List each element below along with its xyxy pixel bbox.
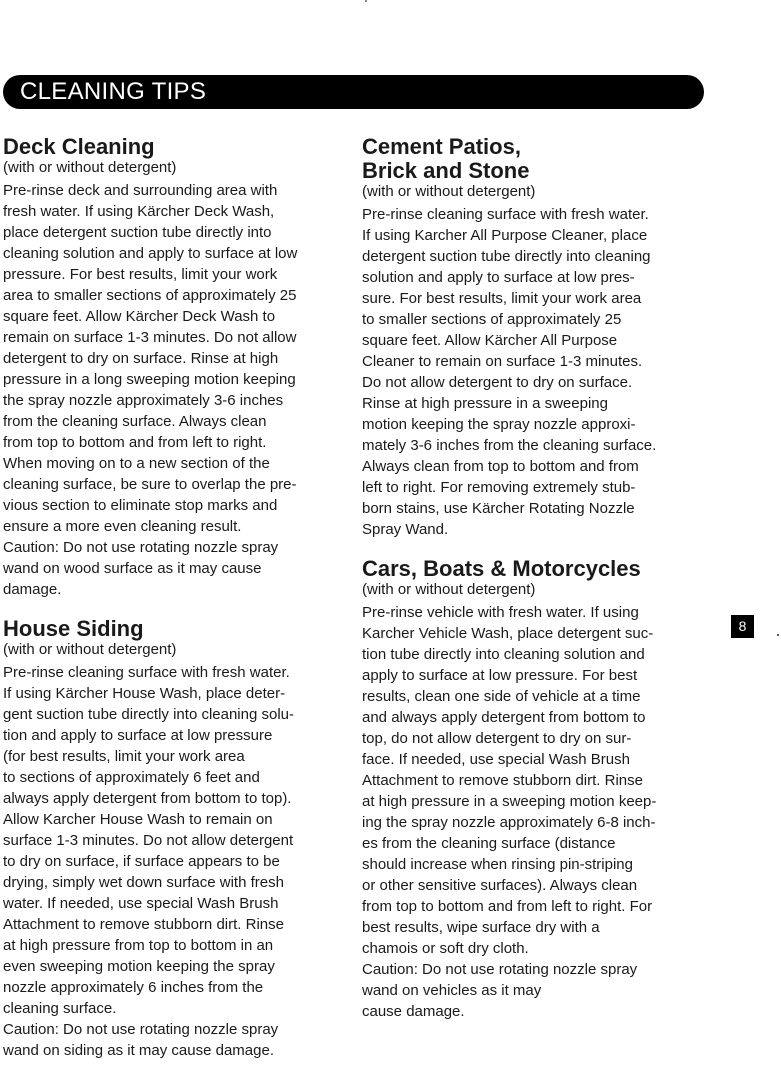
left-column	[3, 135, 335, 1078]
section-house-siding	[3, 617, 335, 1061]
edge-mark	[777, 634, 779, 636]
section-title-deck-cleaning: Deck Cleaning	[3, 134, 155, 159]
section-title-vehicles: Cars, Boats & Motorcycles	[362, 556, 641, 581]
section-title-cement-patios	[362, 135, 697, 183]
section-subtitle-house-siding: (with or without detergent)	[3, 641, 177, 658]
page-number-badge: 8	[731, 615, 754, 638]
section-subtitle-deck-cleaning: (with or without detergent)	[3, 159, 177, 176]
section-title-cement-line1: Cement Patios,	[362, 134, 521, 159]
page-speck	[365, 0, 367, 2]
section-deck-cleaning	[3, 135, 335, 600]
section-body-house-siding: Pre-rinse cleaning surface with fresh water. If using Kärcher House Wash, place deter- gent suction tube directly into cleaning solu- tion and apply to surface at low pressure (for best results, limit your work area to sections of approximately 6 feet and always apply detergent from bottom to top). Allow Karcher House Wash to remain on surface 1-3 minutes. Do not allow detergent to dry on surface, if surface appears to be drying, simply wet down surface with fresh water. If needed, use special Wash Brush Attachment to remove stubborn dirt. Rinse at high pressure from top to bottom in an even sweeping motion keeping the spray nozzle approximately 6 inches from the cleaning surface. Caution: Do not use rotating nozzle spray wand on siding as it may cause damage.	[3, 664, 295, 1059]
page-title: CLEANING TIPS	[20, 78, 207, 105]
section-title-house-siding: House Siding	[3, 616, 144, 641]
section-body-cement-patios: Pre-rinse cleaning surface with fresh water. If using Karcher All Purpose Cleaner, place detergent suction tube directly into cleaning solution and apply to surface at low pres- sure. For best results, limit your work area to smaller sections of approximately 25 square feet. Allow Kärcher All Purpose Cleaner to remain on surface 1-3 minutes. Do not allow detergent to dry on surface. Rinse at high pressure in a sweeping motion keeping the spray nozzle approxi- mately 3-6 inches from the cleaning surface. Always clean from top to bottom and from left to right. For removing extremely stub- born stains, use Kärcher Rotating Nozzle Spray Wand.	[362, 206, 657, 538]
section-body-vehicles: Pre-rinse vehicle with fresh water. If using Karcher Vehicle Wash, place detergent suc- tion tube directly into cleaning solution and apply to surface at low pressure. For best results, clean one side of vehicle at a time and always apply detergent from bottom to top, do not allow detergent to dry on sur- face. If needed, use special Wash Brush Attachment to remove stubborn dirt. Rinse at high pressure in a sweeping motion keep- ing the spray nozzle approximately 6-8 inch- es from the cleaning surface (distance should increase when rinsing pin-striping or other sensitive surfaces). Always clean from top to bottom and from left to right. For best results, wipe surface dry with a chamois or soft dry cloth. Caution: Do not use rotating nozzle spray wand on vehicles as it may cause damage.	[362, 604, 657, 1020]
section-subtitle-vehicles: (with or without detergent)	[362, 581, 536, 598]
section-cement-patios	[362, 135, 697, 540]
header-banner	[3, 75, 704, 109]
right-column	[362, 135, 697, 1039]
section-vehicles	[362, 557, 697, 1022]
section-subtitle-cement-patios: (with or without detergent)	[362, 183, 536, 200]
section-body-deck-cleaning: Pre-rinse deck and surrounding area with fresh water. If using Kärcher Deck Wash, place detergent suction tube directly into cleaning solution and apply to surface at low pressure. For best results, limit your work area to smaller sections of approximately 25 square feet. Allow Kärcher Deck Wash to remain on surface 1-3 minutes. Do not allow detergent to dry on surface. Rinse at high pressure in a long sweeping motion keeping the spray nozzle approximately 3-6 inches from the cleaning surface. Always clean from top to bottom and from left to right. When moving on to a new section of the cleaning surface, be sure to overlap the pre- vious section to eliminate stop marks and ensure a more even cleaning result. Caution: Do not use rotating nozzle spray wand on wood surface as it may cause damage.	[3, 182, 298, 598]
section-title-cement-line2: Brick and Stone	[362, 158, 530, 183]
